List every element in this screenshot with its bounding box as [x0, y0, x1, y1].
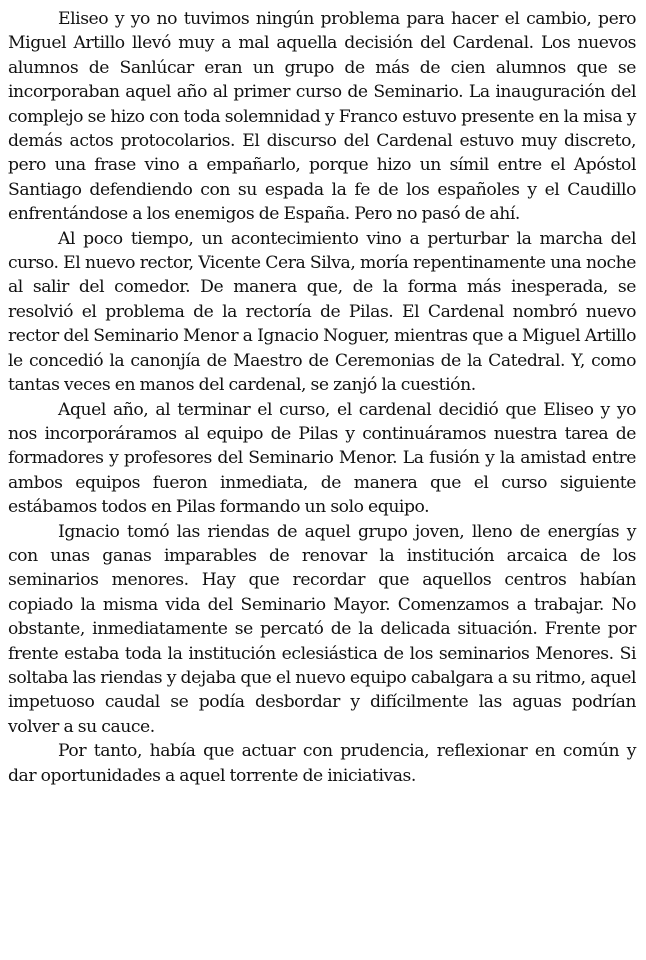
paragraph-2: Al poco tiempo, un acontecimiento vino a perturbar la marcha del curso. El nuevo rector, Vicente Cera Silva, moría repentinamente una noche al salir del comedor. De manera que, de la forma más inesperada, se resolvió el problema de la rectoría de Pilas. El Cardenal nombró nuevo rector del Seminario Menor a Ignacio Noguer, mientras que a Miguel Artillo le concedió la canonjía de Maestro de Ceremonias de la Catedral. Y, como tantas veces en manos del cardenal, se zanjó la cuestión.	[8, 228, 636, 396]
paragraph-3: Aquel año, al terminar el curso, el cardenal decidió que Eliseo y yo nos incorporáramos al equipo de Pilas y continuáramos nuestra tarea de formadores y profesores del Seminario Menor. La fusión y la amistad entre ambos equipos fueron inmediata, de manera que el curso siguiente estábamos todos en Pilas formando un solo equipo.	[8, 399, 636, 518]
page-body	[8, 7, 636, 788]
paragraph-1: Eliseo y yo no tuvimos ningún problema para hacer el cambio, pero Miguel Artillo llevó muy a mal aquella decisión del Cardenal. Los nuevos alumnos de Sanlúcar eran un grupo de más de cien alumnos que se incorporaban aquel año al primer curso de Seminario. La inauguración del complejo se hizo con toda solemnidad y Franco estuvo presente en la misa y demás actos protocolarios. El discurso del Cardenal estuvo muy discreto, pero una frase vino a empañarlo, porque hizo un símil entre el Apóstol Santiago defendiendo con su espada la fe de los españoles y el Caudillo enfrentándose a los enemigos de España. Pero no pasó de ahí.	[8, 9, 636, 225]
paragraph-5: Por tanto, había que actuar con prudencia, reflexionar en común y dar oportunidades a aquel torrente de iniciativas.	[8, 741, 636, 786]
paragraph-4: Ignacio tomó las riendas de aquel grupo joven, lleno de energías y con unas ganas imparables de renovar la institución arcaica de los seminarios menores. Hay que recordar que aquellos centros habían copiado la misma vida del Seminario Mayor. Comenzamos a trabajar. No obstante, inmediatamente se percató de la delicada situación. Frente por frente estaba toda la institución eclesiástica de los seminarios Menores. Si soltaba las riendas y dejaba que el nuevo equipo cabalgara a su ritmo, aquel impetuoso caudal se podía desbordar y difícilmente las aguas podrían volver a su cauce.	[8, 521, 636, 737]
